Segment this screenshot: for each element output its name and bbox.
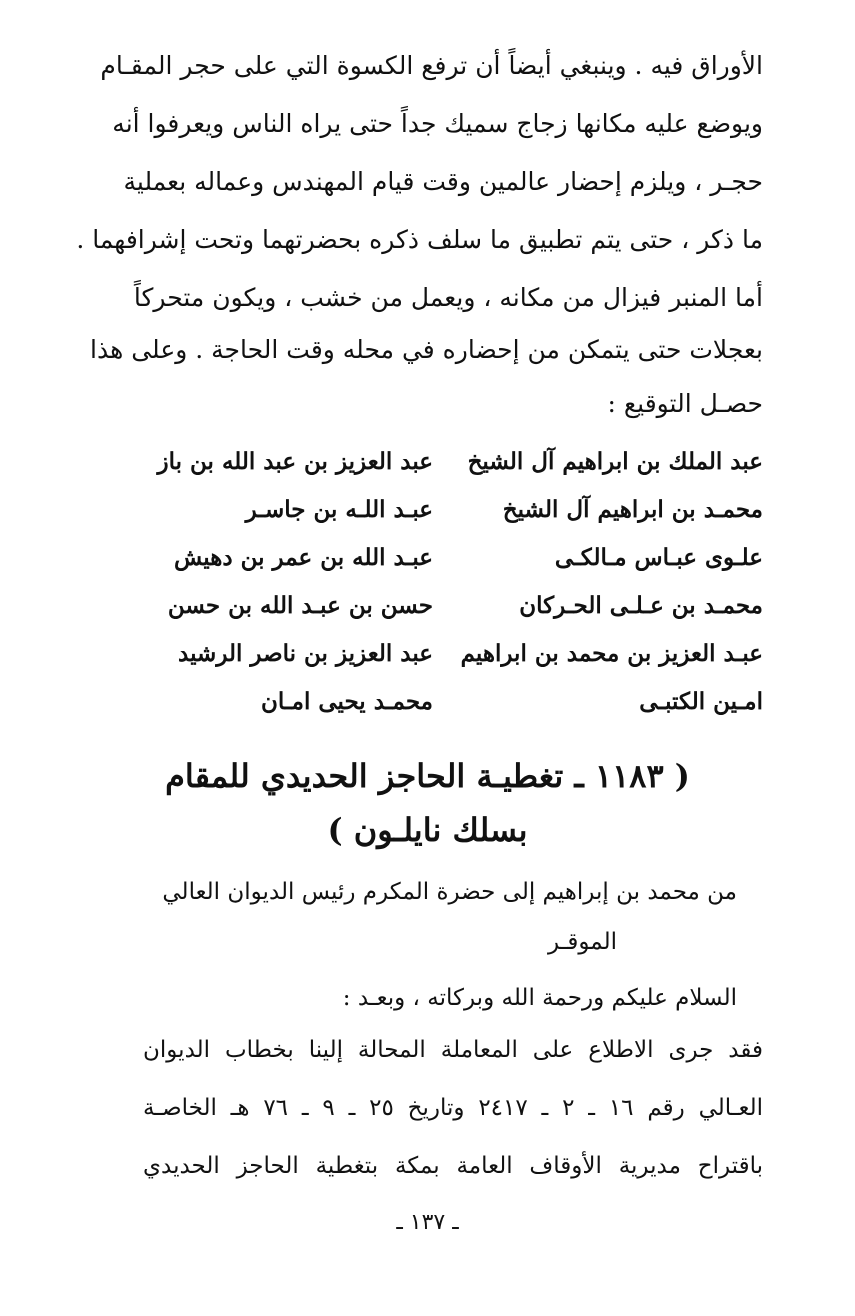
signatory-name: حسن بن عبـد الله بن حسن <box>167 592 433 619</box>
signatory-name: عبد العزيز بن ناصر الرشيد <box>178 640 433 667</box>
paragraph-line: حصـل التوقيع : <box>607 389 763 418</box>
signature-row <box>158 486 763 534</box>
signatory-name: عبـد اللـه بن جاسـر <box>245 496 433 523</box>
signatory-name: محمـد بن ابراهيم آل الشيخ <box>502 496 763 523</box>
paragraph-line: بعجلات حتى يتمكن من إحضاره في محله وقت الحاجة . وعلى هذا <box>90 335 763 364</box>
signatory-name: امـين الكتبـى <box>639 688 763 715</box>
signatory-name: علـوى عبـاس مـالكـى <box>554 544 763 571</box>
signatory-name: عبـد العزيز بن محمد بن ابراهيم <box>460 640 763 667</box>
signature-row <box>158 534 763 582</box>
signatures-table <box>158 438 763 726</box>
paragraph-line: حجـر ، ويلزم إحضار عالمين وقت قيام المهندس وعماله بعملية <box>123 167 763 196</box>
paragraph-line: الأوراق فيه . وينبغي أيضاً أن ترفع الكسوة التي على حجر المقـام <box>100 51 763 80</box>
signature-row <box>158 582 763 630</box>
letter-from-line: من محمد بن إبراهيم إلى حضرة المكرم رئيس الديوان العالي <box>162 879 737 905</box>
paragraph-line: ويوضع عليه مكانها زجاج سميك جداً حتى يراه الناس ويعرفوا أنه <box>112 109 763 138</box>
paragraph-line: أما المنبر فيزال من مكانه ، ويعمل من خشب ، ويكون متحركاً <box>133 283 763 312</box>
signature-row <box>158 678 763 726</box>
letter-body-line: فقد جرى الاطلاع على المعاملة المحالة إلينا بخطاب الديوان <box>143 1037 763 1063</box>
signatory-name: عبد الملك بن ابراهيم آل الشيخ <box>467 448 763 475</box>
signatory-name: عبد العزيز بن عبد الله بن باز <box>157 448 433 475</box>
signatory-name: محمـد بن عـلـى الحـركان <box>519 592 763 619</box>
letter-body-line: العـالي رقم ١٦ ـ ٢ ـ ٢٤١٧ وتاريخ ٢٥ ـ ٩ ـ ٧٦ هـ الخاصـة <box>143 1095 763 1121</box>
section-heading-line-2: بسلك نايلـون ) <box>327 811 528 849</box>
page-number: ـ ١٣٧ ـ <box>396 1210 459 1235</box>
signatory-name: محمـد يحيى امـان <box>261 688 433 715</box>
section-heading-line-1: ( ١١٨٣ ـ تغطيـة الحاجز الحديدي للمقام <box>165 757 690 795</box>
letter-greeting: السلام عليكم ورحمة الله وبركاته ، وبعـد : <box>342 985 737 1011</box>
letter-respect: الموقـر <box>548 929 617 955</box>
paragraph-line: ما ذكر ، حتى يتم تطبيق ما سلف ذكره بحضرتهما وتحت إشرافهما . <box>76 225 763 254</box>
signature-row <box>158 438 763 486</box>
letter-body-line: باقتراح مديرية الأوقاف العامة بمكة بتغطية الحاجز الحديدي <box>143 1153 763 1179</box>
signature-row <box>158 630 763 678</box>
signatory-name: عبـد الله بن عمر بن دهيش <box>173 544 433 571</box>
